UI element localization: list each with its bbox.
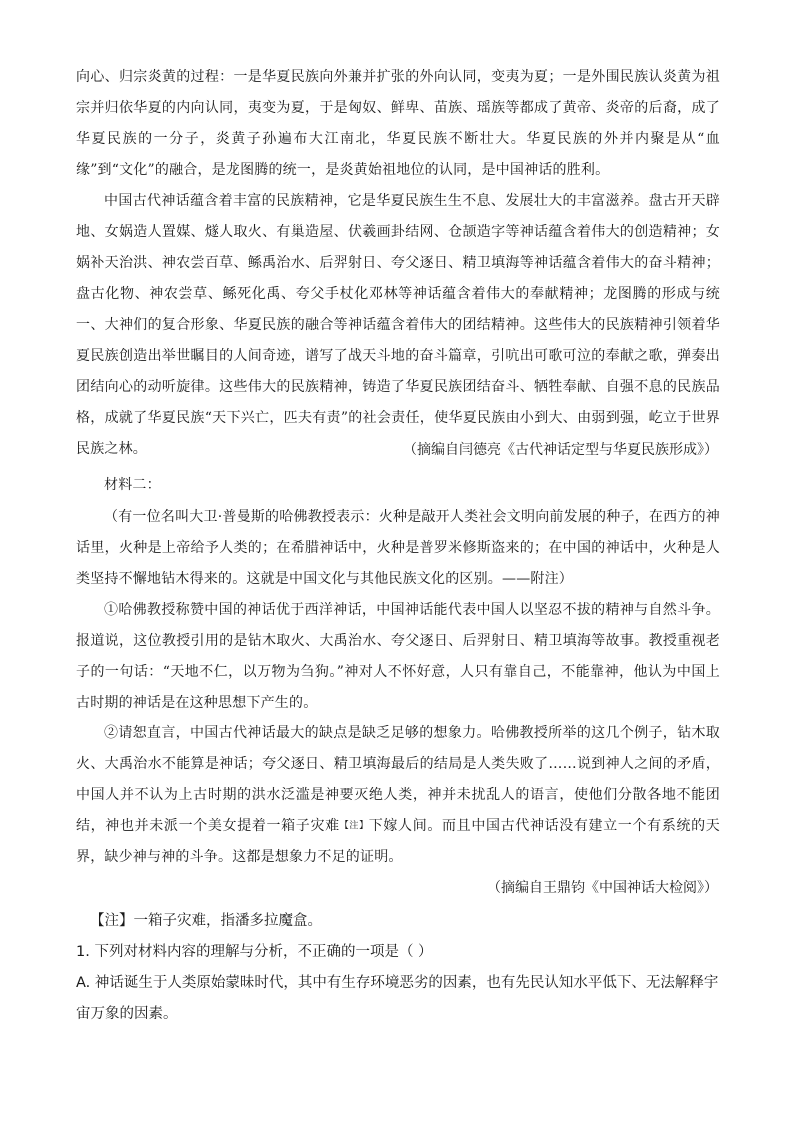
source-citation-2: （摘编自王鼎钧《中国神话大检阅》） <box>487 880 718 896</box>
paragraph-national-spirit: 中国古代神话蕴含着丰富的民族精神，它是华夏民族生生不息、发展壮大的丰富滋养。盘古开天辟地、女娲造人置媒、燧人取火、有巢造屋、伏羲画卦结网、仓颉造字等神话蕴含着伟大的创造精神；女娲补天治洪、神农尝百草、鲧禹治水、后羿射日、夸父逐日、精卫填海等神话蕴含着伟大的奋斗精神；盘古化物、神农尝草、鲧死化禹、夸父手杖化邓林等神话蕴含着伟大的奉献精神；龙图腾的形成与统一、大神们的复合形象、华夏民族的融合等神话蕴含着伟大的团结精神。这些伟大的民族精神引领着华夏民族创造出举世瞩目的人间奇迹，谱写了战天斗地的奋斗篇章，引吭出可歌可泣的奉献之歌，弹奏出团结向心的动听旋律。这些伟大的民族精神，铸造了华夏民族团结奋斗、牺牲奉献、自强不息的民族品格，成就了华夏民族“天下兴亡，匹夫有责”的社会责任，使华夏民族由小到大、由弱到强，屹立于世界民族之林。 <box>76 193 720 457</box>
footnote-marker: 【注】 <box>339 821 369 831</box>
option-a: A. 神话诞生于人类原始蒙昧时代，其中有生存环境恶劣的因素，也有先民认知水平低下、无法解释宇宙万象的因素。 <box>76 975 719 1022</box>
paragraph-two <box>76 718 720 873</box>
question-one: 1. 下列对材料内容的理解与分析，不正确的一项是（ ） <box>76 944 433 960</box>
paragraph-fusion: 向心、归宗炎黄的过程：一是华夏民族向外兼并扩张的外向认同，变夷为夏；一是外围民族认炎黄为祖宗并归依华夏的内向认同，夷变为夏，于是匈奴、鲜卑、苗族、瑶族等都成了黄帝、炎帝的后裔，成了华夏民族的一分子，炎黄子孙遍布大江南北，华夏民族不断壮大。华夏民族的外并内聚是从“血缘”到“文化”的融合，是龙图腾的统一，是炎黄始祖地位的认同，是中国神话的胜利。 <box>76 69 720 178</box>
source-citation-1: （摘编自闫德亮《古代神话定型与华夏民族形成》） <box>403 442 718 458</box>
material-two-label: 材料二： <box>104 477 161 493</box>
paragraph-one: ①哈佛教授称赞中国的神话优于西洋神话，中国神话能代表中国人以坚忍不拔的精神与自然斗争。报道说，这位教授引用的是钻木取火、大禹治水、夸父逐日、后羿射日、精卫填海等故事。教授重视老子的一句话：“天地不仁，以万物为刍狗。”神对人不怀好意，人只有靠自己，不能靠神，他认为中国上古时期的神话是在这种思想下产生的。 <box>76 602 720 711</box>
paragraph-two-text-a: ②请恕直言，中国古代神话最大的缺点是缺乏足够的想象力。哈佛教授所举的这几个例子，钻木取火、大禹治水不能算是神话；夸父逐日、精卫填海最后的结局是人类失败了……说到神人之间的矛盾，中国人并不认为上古时期的洪水泛滥是神要灭绝人类，神并未扰乱人的语言，使他们分散各地不能团结，神也并未派一个美女提着一箱子灾难 <box>76 725 720 834</box>
paragraph-two-text-b: 下嫁人间。而且中国古代神话没有建立一个有系统的天界，缺少神与神的斗争。这都是想象力不足的证明。 <box>76 818 720 865</box>
footnote: 【注】一箱子灾难，指潘多拉魔盒。 <box>90 913 322 929</box>
paragraph-harvard-note: （有一位名叫大卫·普曼斯的哈佛教授表示：火种是敲开人类社会文明向前发展的种子，在西方的神话里，火种是上帝给予人类的；在希腊神话中，火种是普罗米修斯盗来的；在中国的神话中，火种是人类坚持不懈地钻木得来的。这就是中国文化与其他民族文化的区别。——附注） <box>76 509 720 587</box>
